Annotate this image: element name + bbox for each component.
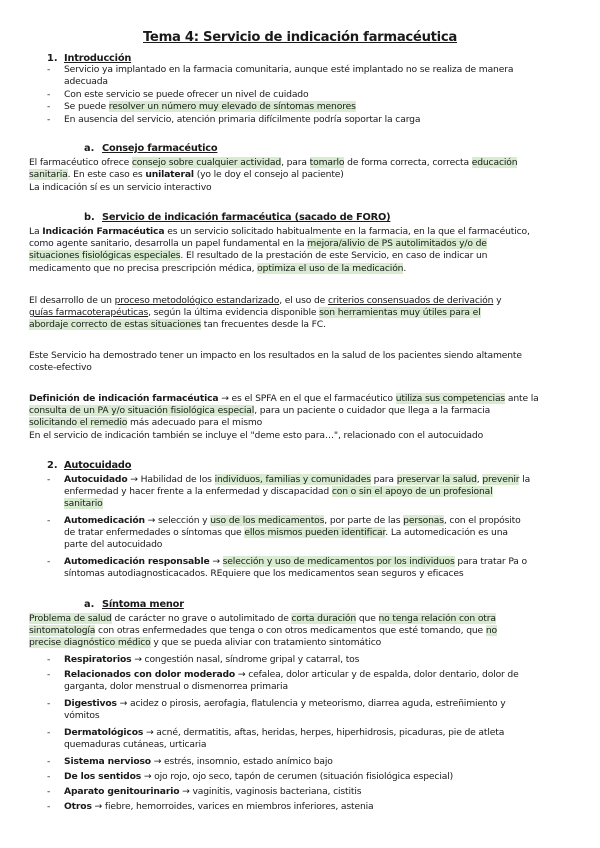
bullet-dash: - xyxy=(47,101,51,112)
paragraph-line: sintomatología con otras enfermedades que tenga o con otros medicamentos que esté tomando, que no xyxy=(29,625,497,636)
paragraph-line: abordaje correcto de estas situaciones tan frecuentes desde la FC. xyxy=(29,319,326,330)
paragraph-line: Definición de indicación farmacéutica → es el SPFA en el que el farmacéutico utiliza sus competencias ante la xyxy=(29,393,539,404)
list-item: Digestivos → acidez o pirosis, aerofagia, flatulencia y meteorismo, diarrea aguda, estreñimiento y xyxy=(64,698,506,709)
subsection-letter: a. xyxy=(84,599,95,610)
list-item: Sistema nervioso → estrés, insomnio, estado anímico bajo xyxy=(64,756,333,767)
list-item-continuation: quemaduras cutáneas, urticaria xyxy=(64,739,207,750)
paragraph-line: precise diagnóstico médico y que se pueda aliviar con tratamiento sintomático xyxy=(29,637,382,648)
list-item: Automedicación → selección y uso de los medicamentos, por parte de las personas, con el propósito xyxy=(64,515,521,526)
subsection-heading: Síntoma menor xyxy=(102,599,184,610)
subsection-heading: Servicio de indicación farmacéutica (sacado de FORO) xyxy=(102,212,391,223)
bullet-dash: - xyxy=(47,727,51,738)
paragraph-line: En el servicio de indicación también se incluye el "deme esto para…", relacionado con el autocuidado xyxy=(29,430,484,441)
subsection-heading: Consejo farmacéutico xyxy=(102,143,218,154)
paragraph-line: situaciones fisiológicas especiales. El resultado de la prestación de este Servicio, en caso de indicar un xyxy=(29,250,488,261)
list-item: Automedicación responsable → selección y uso de medicamentos por los individuos para tratar Pa o xyxy=(64,556,528,567)
list-item: Se puede resolver un número muy elevado de síntomas menores xyxy=(64,101,356,112)
list-item: Autocuidado → Habilidad de los individuos, familias y comunidades para preservar la salud, prevenir la xyxy=(64,474,531,485)
paragraph-line: guías farmacoterapéuticas, según la última evidencia disponible son herramientas muy útiles para el xyxy=(29,307,481,318)
list-item: Dermatológicos → acné, dermatitis, aftas, heridas, herpes, hiperhidrosis, picaduras, pie de atleta xyxy=(64,727,505,738)
bullet-dash: - xyxy=(47,89,51,100)
section-number: 1. xyxy=(47,53,58,64)
bullet-dash: - xyxy=(47,114,51,125)
list-item-continuation: vómitos xyxy=(64,710,100,721)
paragraph-line: El farmacéutico ofrece consejo sobre cualquier actividad, para tomarlo de forma correcta, correcta educación xyxy=(29,157,518,168)
list-item-continuation: sanitario xyxy=(64,498,103,509)
subsection-letter: b. xyxy=(84,212,95,223)
list-item: Con este servicio se puede ofrecer un nivel de cuidado xyxy=(64,89,309,100)
list-item: Respiratorios → congestión nasal, síndrome gripal y catarral, tos xyxy=(64,654,360,665)
list-item: Servicio ya implantado en la farmacia comunitaria, aunque esté implantado no se realiza de manera xyxy=(64,64,514,75)
paragraph-line: como agente sanitario, desarrolla un papel fundamental en la mejora/alivio de PS autolimitados y/o de xyxy=(29,238,487,249)
paragraph-line: El desarrollo de un proceso metodológico estandarizado, el uso de criterios consensuados de derivación y xyxy=(29,295,502,306)
list-item-continuation: garganta, dolor menstrual o dismenorrea primaria xyxy=(64,681,288,692)
list-item-continuation: adecuada xyxy=(64,76,108,87)
bullet-dash: - xyxy=(47,515,51,526)
bullet-dash: - xyxy=(47,698,51,709)
paragraph-line: La indicación sí es un servicio interactivo xyxy=(29,182,212,193)
bullet-dash: - xyxy=(47,669,51,680)
bullet-dash: - xyxy=(47,64,51,75)
list-item: Aparato genitourinario → vaginitis, vaginosis bacteriana, cistitis xyxy=(64,786,362,797)
bullet-dash: - xyxy=(47,786,51,797)
section-heading: Introducción xyxy=(64,53,132,64)
subsection-letter: a. xyxy=(84,143,95,154)
document-title: Tema 4: Servicio de indicación farmacéutica xyxy=(142,30,458,45)
list-item-continuation: de tratar enfermedades o síntomas que ellos mismos pueden identificar. La automedicación es una xyxy=(64,527,508,538)
list-item: Relacionados con dolor moderado → cefalea, dolor articular y de espalda, dolor dentario, dolor de xyxy=(64,669,519,680)
paragraph-line: sanitaria. En este caso es unilateral (yo le doy el consejo al paciente) xyxy=(29,169,344,180)
list-item: Otros → fiebre, hemorroides, varices en miembros inferiores, astenia xyxy=(64,801,374,812)
paragraph-line: Este Servicio ha demostrado tener un impacto en los resultados en la salud de los pacientes siendo altamente xyxy=(29,350,522,361)
bullet-dash: - xyxy=(47,771,51,782)
list-item: En ausencia del servicio, atención primaria difícilmente podría soportar la carga xyxy=(64,114,421,125)
bullet-dash: - xyxy=(47,556,51,567)
paragraph-line: La Indicación Farmacéutica es un servicio solicitado habitualmente en la farmacia, en la que el farmacéutico, xyxy=(29,226,530,237)
bullet-dash: - xyxy=(47,756,51,767)
paragraph-line: medicamento que no precisa prescripción médica, optimiza el uso de la medicación. xyxy=(29,263,407,274)
bullet-dash: - xyxy=(47,474,51,485)
list-item-continuation: enfermedad y hacer frente a la enfermedad y discapacidad con o sin el apoyo de un profesional xyxy=(64,486,493,497)
paragraph-line: consulta de un PA y/o situación fisiológica especial, para un paciente o cuidador que llega a la farmacia xyxy=(29,405,491,416)
section-heading: Autocuidado xyxy=(64,460,132,471)
list-item-continuation: síntomas autodiagnosticacados. REquiere que los medicamentos sean seguros y eficaces xyxy=(64,568,464,579)
paragraph-line: coste-efectivo xyxy=(29,362,92,373)
paragraph-line: solicitando el remedio más adecuado para el mismo xyxy=(29,417,263,428)
list-item: De los sentidos → ojo rojo, ojo seco, tapón de cerumen (situación fisiológica especial) xyxy=(64,771,454,782)
paragraph-line: Problema de salud de carácter no grave o autolimitado de corta duración que no tenga relación con otra xyxy=(29,613,496,624)
bullet-dash: - xyxy=(47,801,51,812)
section-number: 2. xyxy=(47,460,58,471)
list-item-continuation: parte del autocuidado xyxy=(64,539,163,550)
bullet-dash: - xyxy=(47,654,51,665)
